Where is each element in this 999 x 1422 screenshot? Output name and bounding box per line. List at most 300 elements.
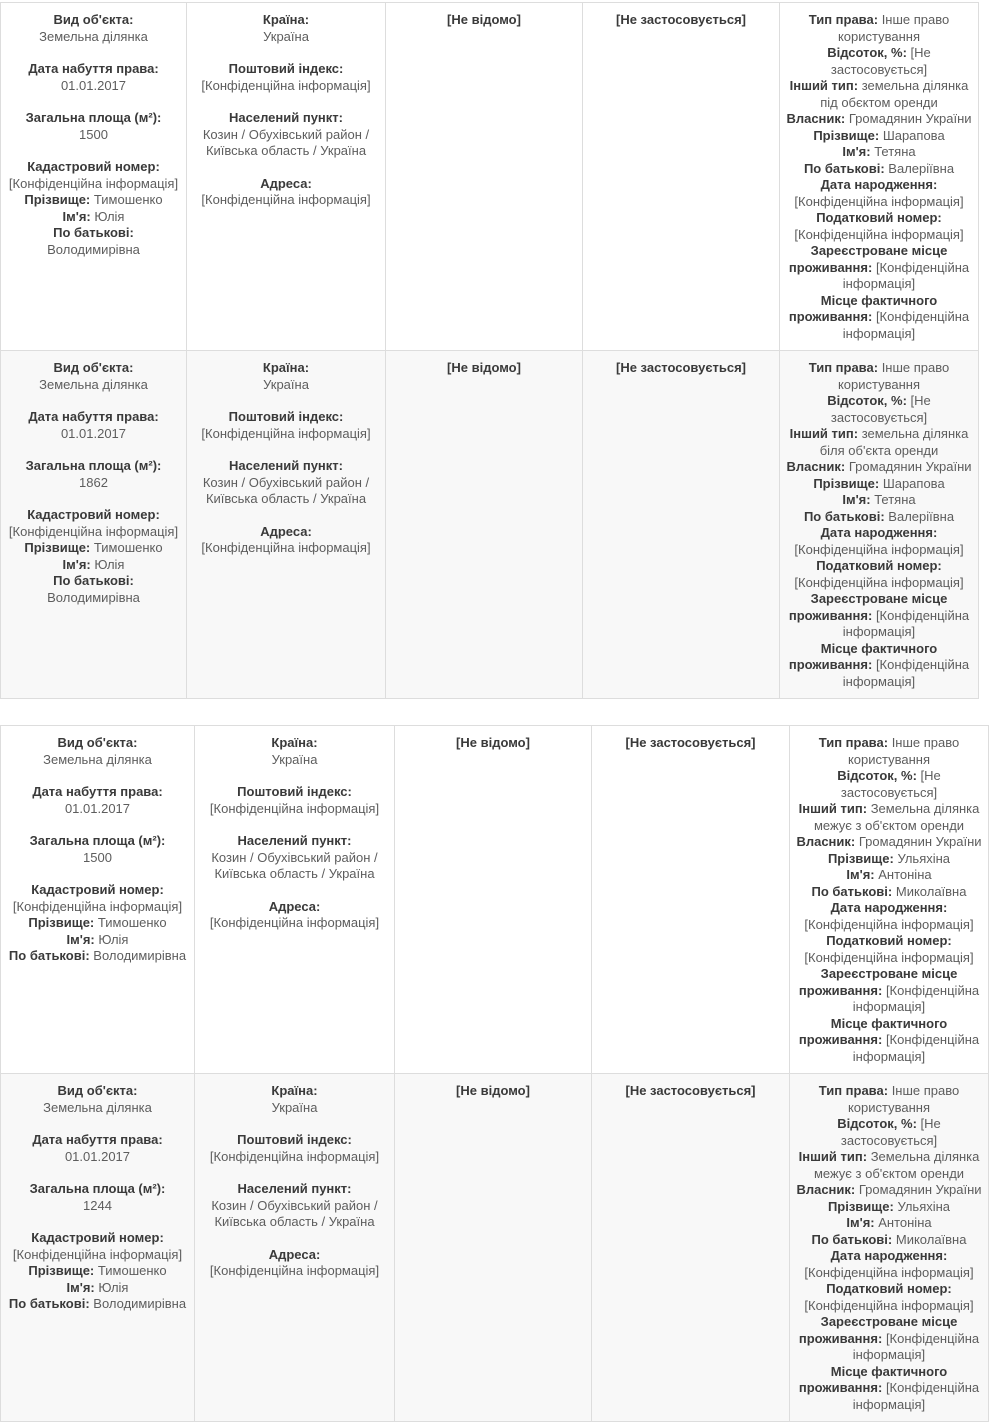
table-gap: [0, 699, 999, 725]
field-value: Інше право користування: [847, 1083, 960, 1115]
table-cell: [592, 726, 790, 1074]
field-value: [Конфіденційна інформація]: [12, 898, 183, 914]
table-cell: [790, 726, 989, 1074]
field-label: Загальна площа (м²):: [25, 458, 162, 473]
field: [795, 735, 983, 768]
field: [200, 1247, 389, 1280]
field: [785, 360, 973, 393]
field-label: Населений пункт:: [229, 458, 343, 473]
field-value: [Конфіденційна інформація]: [852, 1032, 980, 1064]
field: [785, 45, 973, 78]
field: [6, 948, 189, 965]
field: [795, 933, 983, 966]
field-value: [Не застосовується]: [830, 393, 931, 425]
field-label: Прізвище:: [827, 1198, 894, 1214]
field-label: Ім'я:: [846, 1215, 875, 1230]
field-label: [Не застосовується]: [625, 735, 756, 750]
land-records-table-bottom: [0, 725, 989, 1422]
field: [795, 1083, 983, 1116]
table-cell: [1, 726, 195, 1074]
field-value: Земельна ділянка межує з об'єктом оренди: [813, 1149, 980, 1181]
field-value: Земельна ділянка межує з об'єктом оренди: [813, 801, 980, 833]
field-label: Країна:: [262, 360, 310, 375]
field-label: Прізвище:: [28, 1263, 95, 1278]
field-value: [Конфіденційна інформація]: [12, 1246, 183, 1262]
field: [795, 1314, 983, 1364]
field: [200, 899, 389, 932]
table-cell: [195, 726, 395, 1074]
field: [192, 360, 380, 393]
field: [6, 159, 181, 192]
field: [795, 1116, 983, 1149]
field: [6, 1280, 189, 1297]
field-label: Поштовий індекс:: [237, 1132, 352, 1147]
field-label: Прізвище:: [813, 127, 880, 143]
field: [785, 492, 973, 509]
field: [795, 851, 983, 868]
field: [6, 540, 181, 557]
field-value: 1500: [83, 849, 112, 865]
field-label: Власник:: [786, 111, 846, 126]
field-value: Земельна ділянка: [39, 376, 148, 392]
table-row: [1, 726, 989, 1074]
field: [200, 735, 389, 768]
field-label: Інший тип:: [798, 1149, 868, 1164]
table-cell: [1, 1074, 195, 1422]
field: [200, 784, 389, 817]
field: [785, 426, 973, 459]
field: [6, 110, 181, 143]
table-row: [1, 3, 979, 351]
field: [785, 111, 973, 128]
field: [785, 177, 973, 210]
field-label: Населений пункт:: [229, 110, 343, 125]
field-label: По батькові:: [53, 225, 134, 240]
field-value: Україна: [271, 751, 318, 767]
field-value: [Конфіденційна інформація]: [804, 949, 974, 965]
field-value: [Конфіденційна інформація]: [201, 540, 371, 555]
field-value: Тимошенко: [93, 540, 163, 555]
field-label: Тип права:: [808, 12, 879, 27]
field: [785, 525, 973, 558]
field-label: Інший тип:: [789, 426, 859, 441]
field: [795, 900, 983, 933]
field-value: Україна: [263, 28, 309, 44]
field: [785, 509, 973, 526]
field-label: Податковий номер:: [826, 933, 952, 948]
field: [192, 409, 380, 442]
field-value: [Конфіденційна інформація]: [842, 607, 970, 639]
field-label: Податковий номер:: [826, 1281, 952, 1296]
field-label: По батькові:: [803, 508, 885, 524]
field-label: Поштовий індекс:: [237, 784, 352, 799]
field-label: Податковий номер:: [816, 210, 942, 225]
field-value: Антоніна: [878, 1215, 932, 1230]
field-value: 01.01.2017: [60, 77, 127, 93]
field: [6, 1132, 189, 1165]
field-label: Вид об'єкта:: [53, 12, 134, 27]
field-value: [Конфіденційна інформація]: [209, 915, 380, 930]
field: [785, 243, 973, 293]
field-label: Дата набуття права:: [28, 409, 159, 424]
field-value: Інше право користування: [837, 360, 950, 392]
field-label: Адреса:: [268, 898, 321, 914]
field: [6, 573, 181, 606]
field-label: Місце фактичного проживання:: [788, 640, 938, 672]
field-label: Адреса:: [268, 1246, 321, 1262]
field-label: Загальна площа (м²):: [29, 1181, 166, 1196]
field: [795, 966, 983, 1016]
field-label: Кадастровий номер:: [27, 159, 160, 174]
field-label: Вид об'єкта:: [57, 735, 138, 750]
field-value: Юлія: [94, 208, 125, 224]
field: [795, 1281, 983, 1314]
field: [192, 12, 380, 45]
field-value: Володимирівна: [47, 589, 140, 605]
field-label: Податковий номер:: [816, 558, 942, 573]
field-label: По батькові:: [811, 883, 893, 899]
field-label: Ім'я:: [842, 492, 871, 507]
field-value: [Конфіденційна інформація]: [794, 541, 964, 557]
field-value: 1500: [79, 126, 108, 142]
field: [785, 641, 973, 691]
field-label: По батькові:: [8, 1296, 90, 1311]
field-value: Україна: [263, 376, 309, 392]
field-value: 1862: [79, 474, 108, 490]
field: [785, 476, 973, 493]
field: [795, 1215, 983, 1232]
field-label: По батькові:: [803, 160, 885, 176]
field-value: Миколаївна: [895, 883, 967, 899]
field-label: Кадастровий номер:: [31, 882, 164, 897]
field-value: Ульяхіна: [897, 1198, 951, 1214]
field: [391, 12, 577, 29]
field-value: Земельна ділянка: [39, 28, 148, 44]
table-cell: [583, 3, 780, 351]
field: [795, 834, 983, 851]
field-label: По батькові:: [53, 573, 134, 588]
field-value: Ульяхіна: [897, 850, 951, 866]
field: [6, 882, 189, 915]
field-value: Громадянин України: [848, 459, 972, 474]
field-label: Прізвище:: [28, 915, 95, 930]
field: [391, 360, 577, 377]
field-value: Валеріївна: [888, 160, 955, 176]
field-label: Ім'я:: [62, 208, 91, 224]
field: [6, 1263, 189, 1280]
field-label: Кадастровий номер:: [27, 507, 160, 522]
field: [200, 1132, 389, 1165]
field-label: [Не відомо]: [456, 735, 530, 750]
field-value: [Конфіденційна інформація]: [852, 982, 980, 1014]
field-value: [Конфіденційна інформація]: [804, 1264, 974, 1280]
field: [597, 735, 784, 752]
field-label: Населений пункт:: [237, 833, 352, 848]
field-label: Дата набуття права:: [28, 61, 159, 76]
field-value: Громадянин України: [848, 111, 972, 126]
field-label: Адреса:: [260, 175, 312, 191]
field: [785, 210, 973, 243]
field-value: Козин / Обухівський район / Київська область / Україна: [202, 474, 370, 506]
field: [6, 360, 181, 393]
field: [200, 833, 389, 883]
field-label: Поштовий індекс:: [228, 409, 344, 424]
table-row: [1, 351, 979, 699]
field: [597, 1083, 784, 1100]
field-label: Дата набуття права:: [32, 1132, 163, 1147]
field-value: Козин / Обухівський район / Київська область / Україна: [211, 849, 378, 881]
field-value: [Конфіденційна інформація]: [794, 193, 964, 209]
field: [6, 12, 181, 45]
field-value: Громадянин України: [858, 834, 982, 849]
field-label: По батькові:: [8, 948, 90, 963]
field-label: Ім'я:: [846, 867, 875, 882]
field-label: Зареєстроване місце проживання:: [798, 1314, 958, 1346]
field-label: Дата народження:: [820, 177, 938, 192]
field-value: [Конфіденційна інформація]: [201, 192, 371, 207]
field-value: [Конфіденційна інформація]: [8, 523, 179, 539]
field-label: Зареєстроване місце проживання:: [788, 243, 948, 275]
field: [785, 161, 973, 178]
field-label: Тип права:: [818, 735, 889, 750]
field: [192, 61, 380, 94]
field-label: Тип права:: [818, 1083, 889, 1098]
field: [6, 784, 189, 817]
field: [795, 884, 983, 901]
field-value: [Конфіденційна інформація]: [209, 1263, 380, 1278]
field-value: [Конфіденційна інформація]: [201, 425, 371, 441]
field-value: Шарапова: [882, 475, 945, 491]
field: [785, 558, 973, 591]
field-label: Дата набуття права:: [32, 784, 163, 799]
field: [785, 128, 973, 145]
field-value: Земельна ділянка: [43, 1099, 152, 1115]
field-label: Кадастровий номер:: [31, 1230, 164, 1245]
table-row: [1, 1074, 989, 1422]
field-value: земельна ділянка під обєктом оренди: [820, 78, 969, 110]
field-value: Тетяна: [874, 144, 916, 159]
field-value: Тимошенко: [93, 192, 163, 207]
field-value: [Конфіденційна інформація]: [842, 657, 970, 689]
field: [192, 458, 380, 508]
field-label: [Не застосовується]: [615, 12, 747, 27]
field: [6, 1296, 189, 1313]
field-value: Козин / Обухівський район / Київська область / Україна: [211, 1197, 378, 1229]
field-value: Інше право користування: [847, 735, 960, 767]
field: [6, 209, 181, 226]
field-label: Країна:: [271, 1083, 318, 1098]
field: [6, 507, 181, 540]
field-label: Вид об'єкта:: [53, 360, 134, 375]
field: [785, 78, 973, 111]
field-value: Інше право користування: [837, 12, 950, 44]
field: [588, 12, 774, 29]
field-value: земельна ділянка біля об'єкта оренди: [819, 426, 969, 458]
field: [6, 1083, 189, 1116]
field-value: Володимирівна: [93, 948, 187, 963]
field-value: [Конфіденційна інформація]: [842, 259, 970, 291]
field-label: Населений пункт:: [237, 1181, 352, 1196]
field-label: Ім'я:: [62, 556, 91, 572]
field-label: По батькові:: [811, 1231, 893, 1247]
field-label: Зареєстроване місце проживання:: [798, 966, 958, 998]
field-value: Юлія: [98, 1279, 129, 1295]
table-cell: [187, 351, 386, 699]
field: [795, 1182, 983, 1199]
field-label: Прізвище:: [24, 540, 91, 555]
field: [795, 768, 983, 801]
field-value: [Конфіденційна інформація]: [852, 1330, 980, 1362]
field: [795, 867, 983, 884]
table-cell: [187, 3, 386, 351]
field: [785, 12, 973, 45]
land-records-table-top: [0, 2, 979, 699]
field: [795, 801, 983, 834]
field: [6, 1230, 189, 1263]
field-label: Відсоток, %:: [837, 768, 917, 783]
field-value: 01.01.2017: [60, 425, 127, 441]
table-cell: [386, 3, 583, 351]
field-label: Зареєстроване місце проживання:: [788, 591, 948, 623]
field-label: Адреса:: [260, 523, 312, 539]
field: [6, 557, 181, 574]
field-label: Загальна площа (м²):: [25, 110, 162, 125]
field-value: [Конфіденційна інформація]: [804, 1297, 974, 1313]
field: [785, 144, 973, 161]
table-cell: [592, 1074, 790, 1422]
field-label: [Не відомо]: [447, 360, 521, 375]
field: [795, 1364, 983, 1414]
field: [795, 1232, 983, 1249]
field: [795, 1149, 983, 1182]
field-value: Антоніна: [878, 867, 932, 882]
field: [200, 1181, 389, 1231]
table-cell: [395, 726, 592, 1074]
table-cell: [790, 1074, 989, 1422]
field: [192, 110, 380, 160]
field-label: Країна:: [262, 12, 310, 27]
field-value: Володимирівна: [47, 241, 140, 257]
field-label: Тип права:: [808, 360, 879, 375]
field: [785, 293, 973, 343]
field: [6, 735, 189, 768]
field-label: Відсоток, %:: [837, 1116, 917, 1131]
field: [795, 1199, 983, 1216]
field-value: [Конфіденційна інформація]: [842, 309, 970, 341]
field: [200, 1083, 389, 1116]
field-label: Інший тип:: [798, 801, 868, 816]
table-cell: [386, 351, 583, 699]
field-value: Юлія: [94, 556, 125, 572]
table-cell: [195, 1074, 395, 1422]
field: [6, 192, 181, 209]
field: [400, 1083, 586, 1100]
field-label: Загальна площа (м²):: [29, 833, 166, 848]
field-label: Прізвище:: [24, 192, 91, 207]
field-label: Поштовий індекс:: [228, 61, 344, 76]
field-label: Прізвище:: [827, 850, 894, 866]
field-value: [Конфіденційна інформація]: [209, 1148, 380, 1164]
field-label: Місце фактичного проживання:: [798, 1015, 948, 1047]
field-label: Дата народження:: [820, 525, 938, 540]
field-label: Власник:: [796, 1182, 856, 1197]
field: [6, 225, 181, 258]
field: [795, 1248, 983, 1281]
table-cell: [583, 351, 780, 699]
field-value: Земельна ділянка: [43, 751, 152, 767]
field: [6, 1181, 189, 1214]
field-value: Тетяна: [874, 492, 916, 507]
field-label: Ім'я:: [842, 144, 871, 159]
field: [795, 1016, 983, 1066]
field-label: [Не застосовується]: [625, 1083, 756, 1098]
field-label: [Не відомо]: [456, 1083, 530, 1098]
field-value: Юлія: [98, 931, 129, 947]
field-value: [Конфіденційна інформація]: [852, 1380, 980, 1412]
field-value: 01.01.2017: [64, 1148, 131, 1164]
field: [6, 915, 189, 932]
field: [785, 459, 973, 476]
field-value: [Конфіденційна інформація]: [794, 226, 964, 242]
field-value: 01.01.2017: [64, 800, 131, 816]
field: [785, 591, 973, 641]
field-value: [Конфіденційна інформація]: [804, 916, 974, 932]
field-value: [Не застосовується]: [840, 768, 941, 800]
table-cell: [780, 3, 979, 351]
field-label: Дата народження:: [830, 900, 948, 915]
field: [785, 393, 973, 426]
table-cell: [780, 351, 979, 699]
field-value: Козин / Обухівський район / Київська область / Україна: [202, 126, 370, 158]
table-cell: [1, 351, 187, 699]
field-value: [Конфіденційна інформація]: [209, 800, 380, 816]
field-label: Дата народження:: [830, 1248, 948, 1263]
field-value: Україна: [271, 1099, 318, 1115]
field-label: Місце фактичного проживання:: [788, 292, 938, 324]
field: [400, 735, 586, 752]
field-label: Відсоток, %:: [827, 45, 907, 60]
field-label: Відсоток, %:: [827, 393, 907, 408]
field-value: [Конфіденційна інформація]: [794, 574, 964, 590]
table-cell: [1, 3, 187, 351]
field-value: [Конфіденційна інформація]: [201, 77, 371, 93]
field-label: Ім'я:: [66, 931, 95, 947]
field-value: 1244: [83, 1197, 112, 1213]
field-label: Прізвище:: [813, 475, 880, 491]
field: [6, 409, 181, 442]
field-value: Громадянин України: [858, 1182, 982, 1197]
field-label: [Не відомо]: [447, 12, 521, 27]
field-value: [Не застосовується]: [840, 1116, 941, 1148]
field-value: Тимошенко: [97, 1263, 167, 1278]
field: [6, 833, 189, 866]
field: [588, 360, 774, 377]
field: [6, 61, 181, 94]
field-value: Володимирівна: [93, 1296, 187, 1311]
field-value: Тимошенко: [97, 915, 167, 930]
field-value: Миколаївна: [895, 1231, 967, 1247]
field-label: Власник:: [786, 459, 846, 474]
field: [192, 176, 380, 209]
field-value: [Конфіденційна інформація]: [8, 175, 179, 191]
field-value: Валеріївна: [888, 508, 955, 524]
field-label: Ім'я:: [66, 1279, 95, 1295]
field-label: Вид об'єкта:: [57, 1083, 138, 1098]
field-value: [Не застосовується]: [830, 45, 931, 77]
table-cell: [395, 1074, 592, 1422]
field: [6, 458, 181, 491]
field: [6, 932, 189, 949]
